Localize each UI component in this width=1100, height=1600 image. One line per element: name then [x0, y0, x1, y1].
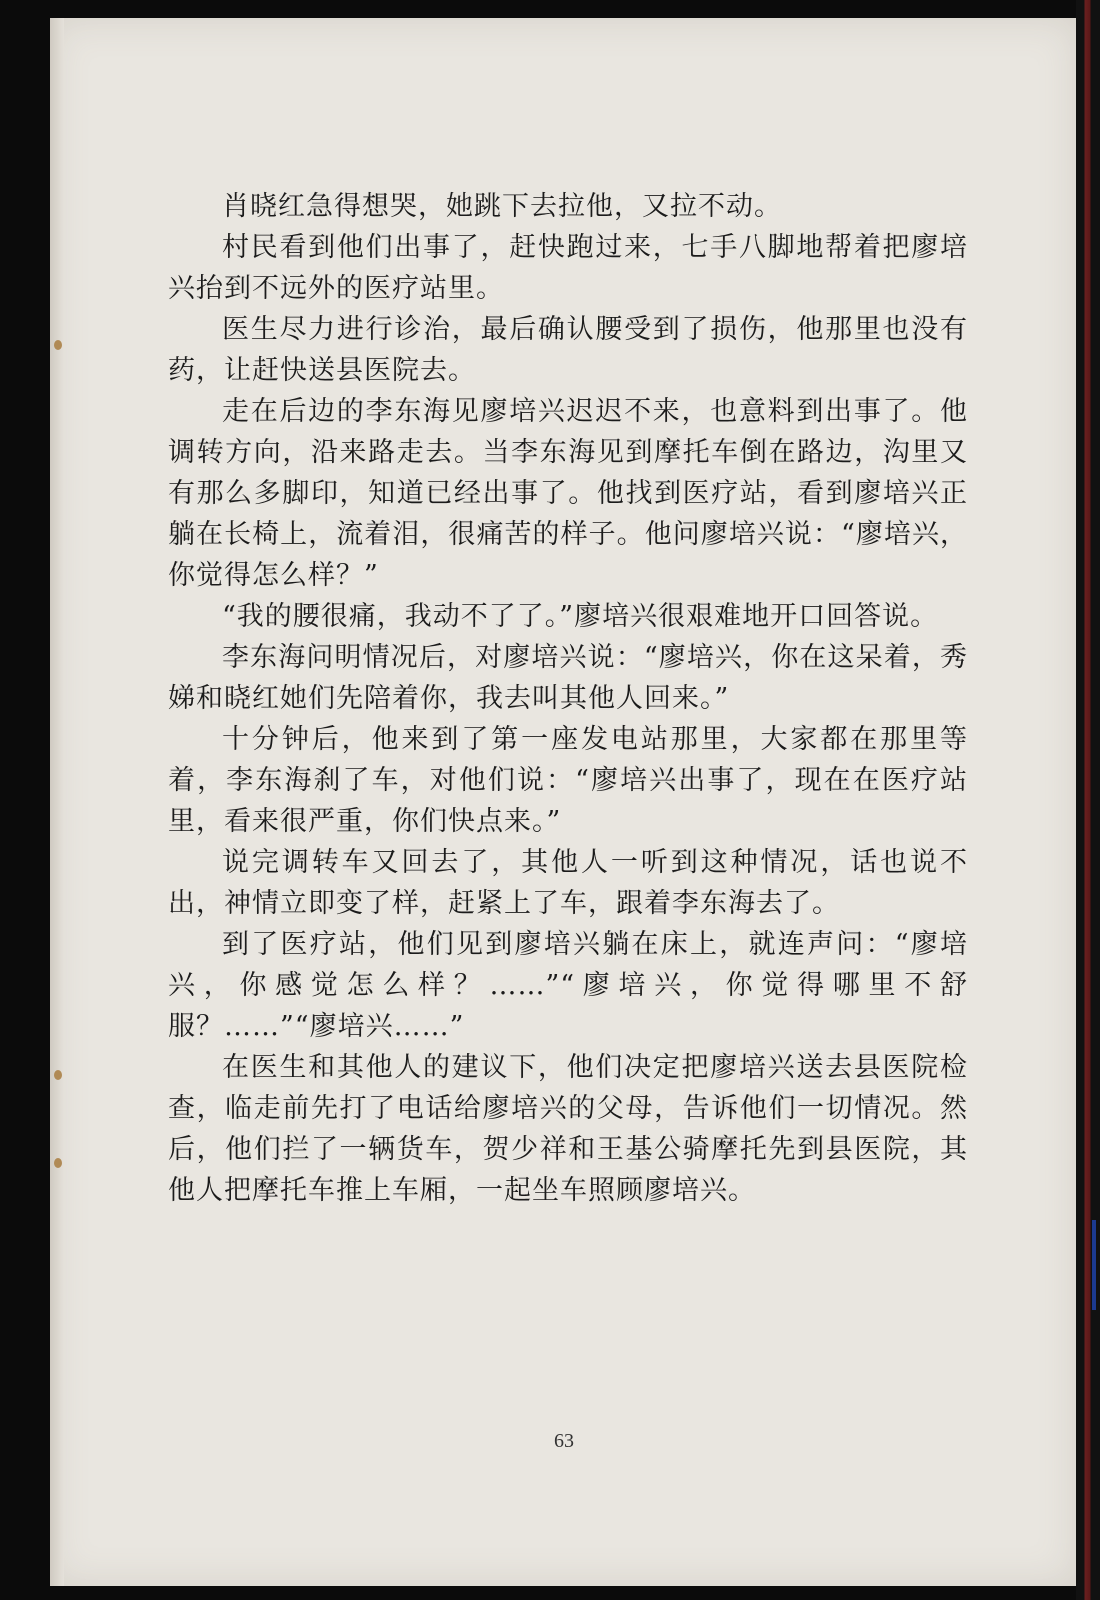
scanner-edge-accent [1092, 1220, 1096, 1310]
paragraph: 在医生和其他人的建议下，他们决定把廖培兴送去县医院检查，临走前先打了电话给廖培兴的父母，告诉他们一切情况。然后，他们拦了一辆货车，贺少祥和王基公骑摩托先到县医院，其他人把摩托车推上车厢，一起坐车照顾廖培兴。 [168, 1052, 968, 1206]
edge-stain-mark [54, 1158, 62, 1168]
paragraph: 说完调转车又回去了，其他人一听到这种情况，话也说不出，神情立即变了样，赶紧上了车，跟着李东海去了。 [168, 847, 968, 919]
scanner-edge-strip [1076, 0, 1100, 1600]
page-binding-edge [50, 18, 64, 1586]
book-page [50, 18, 1078, 1586]
paragraph: 十分钟后，他来到了第一座发电站那里，大家都在那里等着，李东海刹了车，对他们说：“廖培兴出事了，现在在医疗站里，看来很严重，你们快点来。” [168, 724, 968, 837]
paragraph: “我的腰很痛，我动不了了。”廖培兴很艰难地开口回答说。 [222, 601, 939, 632]
body-text [168, 186, 968, 1211]
paragraph: 李东海问明情况后，对廖培兴说：“廖培兴，你在这呆着，秀娣和晓红她们先陪着你，我去叫其他人回来。” [168, 642, 968, 714]
page-number: 63 [554, 1430, 574, 1452]
paragraph: 到了医疗站，他们见到廖培兴躺在床上，就连声问：“廖培兴，你感觉怎么样？……”“廖培兴，你觉得哪里不舒服？……”“廖培兴……” [168, 929, 968, 1042]
paragraph: 医生尽力进行诊治，最后确认腰受到了损伤，他那里也没有药，让赶快送县医院去。 [168, 314, 968, 386]
edge-stain-mark [54, 1070, 62, 1080]
paragraph: 肖晓红急得想哭，她跳下去拉他，又拉不动。 [222, 191, 782, 222]
paragraph: 走在后边的李东海见廖培兴迟迟不来，也意料到出事了。他调转方向，沿来路走去。当李东海见到摩托车倒在路边，沟里又有那么多脚印，知道已经出事了。他找到医疗站，看到廖培兴正躺在长椅上，流着泪，很痛苦的样子。他问廖培兴说：“廖培兴，你觉得怎么样？” [168, 396, 968, 591]
edge-stain-mark [54, 340, 62, 350]
paragraph: 村民看到他们出事了，赶快跑过来，七手八脚地帮着把廖培兴抬到不远外的医疗站里。 [168, 232, 968, 304]
